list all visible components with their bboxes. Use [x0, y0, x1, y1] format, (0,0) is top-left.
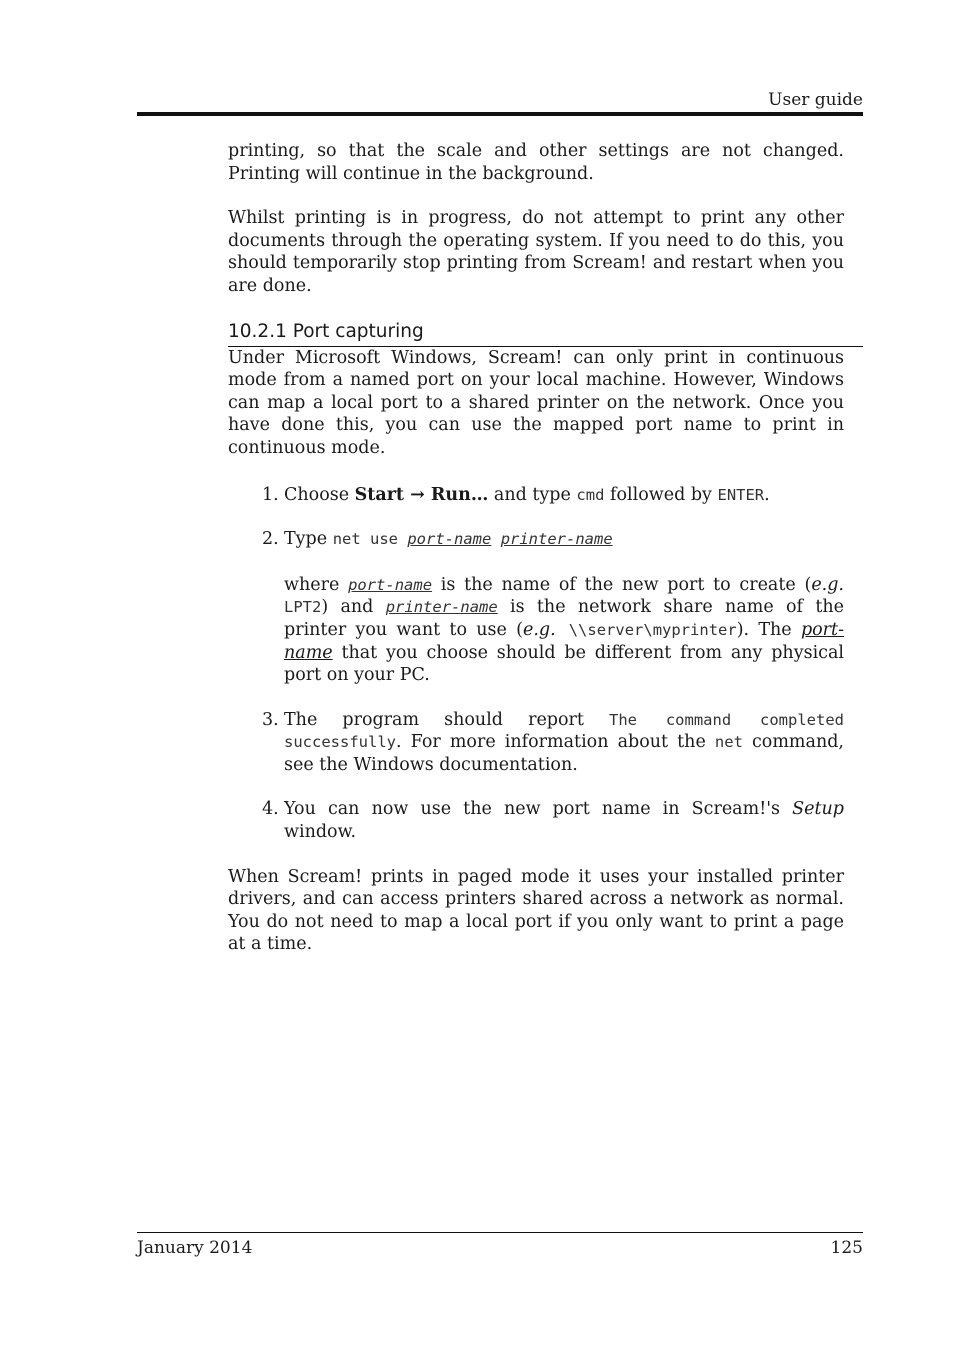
intro-paragraph-2: Whilst printing is in progress, do not attempt to print any other documents through the operating system. If you need to do this, you should temporarily stop printing from Scream! and restart when you are done. [228, 208, 844, 296]
footer-date: January 2014 [137, 1238, 253, 1258]
port-name-term: port-name [284, 619, 844, 663]
step-number: 1. [262, 484, 279, 505]
page-content [228, 140, 844, 956]
step-text: where [284, 574, 349, 595]
step-text: followed by [604, 484, 718, 505]
step-2-explanation [284, 574, 844, 687]
step-3 [228, 709, 844, 777]
setup-window-term: Setup [792, 799, 844, 820]
section-heading: 10.2.1 Port capturing [228, 320, 863, 347]
step-text: You can now use the new port name in Scream!'s [284, 799, 793, 820]
code-net: net [714, 733, 743, 752]
step-2 [228, 528, 844, 687]
step-text: window. [284, 822, 357, 843]
code-net-use: net use [332, 530, 408, 549]
code-enter: ENTER [717, 485, 765, 504]
menu-path: Start → Run… [354, 484, 489, 505]
page-header [137, 86, 863, 116]
code-lpt2: LPT2 [284, 598, 322, 617]
code-server-path: \\server\myprinter [555, 620, 737, 639]
step-number: 3. [262, 709, 279, 730]
step-number: 2. [262, 529, 279, 550]
code-port-name: port-name [348, 575, 433, 594]
code-printer-name: printer-name [500, 530, 613, 549]
step-4 [228, 798, 844, 843]
code-success-message: The command completed successfully [284, 710, 845, 752]
step-number: 4. [262, 799, 279, 820]
step-text: The program should report [284, 709, 610, 730]
step-text: and type [488, 484, 577, 505]
step-text: . For more information about the [395, 732, 715, 753]
eg-text: e.g. [811, 574, 844, 595]
step-text: is the name of the new port to create ( [432, 574, 812, 595]
code-port-name: port-name [407, 530, 492, 549]
header-title: User guide [768, 90, 863, 110]
code-cmd: cmd [576, 485, 605, 504]
steps-list [228, 484, 844, 844]
intro-paragraph-1: printing, so that the scale and other settings are not changed. Printing will continue in the background. [228, 141, 844, 184]
step-text: ) and [321, 597, 386, 618]
step-text: is the network share name of the printer you want to use ( [284, 597, 845, 640]
eg-text: e.g. [522, 619, 556, 640]
step-1 [228, 484, 844, 507]
page-footer [137, 1232, 863, 1260]
step-text: Choose [284, 484, 355, 505]
step-text: ). The [736, 619, 801, 640]
code-space [491, 530, 500, 548]
step-text: . [764, 484, 770, 505]
step-text: Type [284, 529, 333, 550]
page-number: 125 [830, 1238, 863, 1258]
step-text: that you choose should be different from any physical port on your PC. [284, 642, 844, 686]
closing-paragraph: When Scream! prints in paged mode it uses your installed printer drivers, and can access printers shared across a network as normal. You do not need to map a local port if you only want to print a page at a time. [228, 866, 844, 955]
step-text: command, see the Windows documentation. [284, 732, 844, 775]
code-printer-name: printer-name [385, 598, 498, 617]
section-paragraph: Under Microsoft Windows, Scream! can only print in continuous mode from a named port on your local machine. However, Windows can map a local port to a shared printer on the network. Once you have done this, you can use the mapped port name to print in continuous mode. [228, 347, 844, 458]
